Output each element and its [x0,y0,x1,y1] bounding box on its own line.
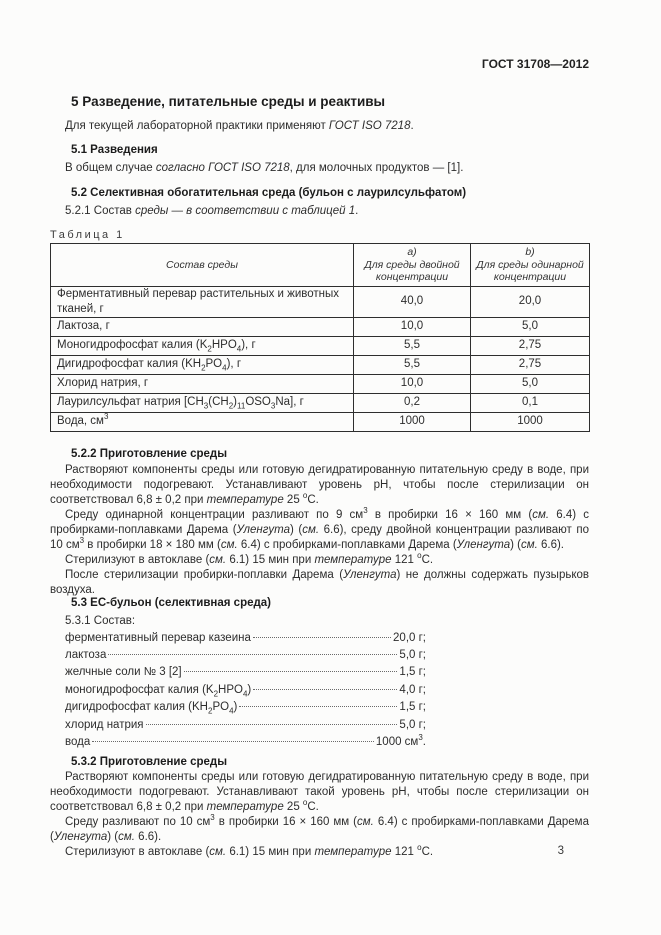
col-header-b-label: Для среды одинарной концентрации [476,258,584,283]
clause-5-2-1: 5.2.1 Состав среды — в соответствии с таблицей 1. [65,205,359,217]
footnote-marker-b: b) [525,246,535,258]
ingredient-name: Лактоза, г [51,317,354,336]
table-row [51,374,590,393]
composition-item [65,664,426,681]
section-5-2-title: 5.2 Селективная обогатительная среда (бульон с лаурилсульфатом) [71,187,467,199]
ingredient-name: Дигидрофосфат калия $(KH_2PO_4)$, г [51,355,354,374]
value-double: 0,2 [354,393,471,412]
section-5-2-2-title: 5.2.2 Приготовление среды [71,447,228,460]
dotted-leader [253,689,397,690]
component-name: дигидрофосфат калия $(KH_2PO_4)$ [65,701,238,716]
value-double: 5,5 [354,355,471,374]
component-name: вода [65,735,91,748]
doc-code-header: ГОСТ 31708—2012 [481,57,589,71]
paragraph: Растворяют компоненты среды или готовую дегидратированную питательную среду в воде, при необходимости подогревают. Устанавливают уровень pH, чтобы после стерилизации он соответствовал 6,8 ± 0,2 при температуре 25 $^о$С. [50,463,589,506]
table-row [51,393,590,412]
value-double: 40,0 [354,286,471,317]
col-header-a-label: Для среды двойной концентрации [364,258,460,283]
table-1 [50,243,590,432]
section-5-intro: Для текущей лабораторной практики применяют ГОСТ ISO 7218. [65,120,414,132]
composition-item [65,647,426,664]
value-double: 1000 [354,412,471,431]
value-double: 10,0 [354,317,471,336]
footnote-marker-a: a) [407,246,417,258]
composition-item [65,699,426,716]
dotted-leader [239,706,397,707]
ingredient-name: Лаурилсульфат натрия $[CH_3(CH_2)_{11}OSO_3Na]$, г [51,393,354,412]
value-single: 0,1 [471,393,590,412]
dotted-leader [184,671,398,672]
section-5-3-title: 5.3 ЕС-бульон (селективная среда) [71,596,272,609]
table-row [51,317,590,336]
component-name: лактоза [65,648,107,661]
paragraph: Растворяют компоненты среды или готовую дегидратированную питательную среду в воде, при необходимости подогревают. Устанавливают такой уровень pH, чтобы после стерилизации он соответствовал 6,8 ± 0,2 при температуре 25 $^о$С. [50,771,589,814]
value-single: 2,75 [471,355,590,374]
table-1-label: Таблица 1 [50,229,125,241]
component-name: хлорид натрия [65,718,144,731]
component-value: 5,0 г; [399,648,426,661]
composition-item [65,717,426,734]
dotted-leader [92,741,374,742]
section-5-3-2-title: 5.3.2 Приготовление среды [71,756,228,769]
clause-5-3-1: 5.3.1 Состав: [65,614,136,627]
col-header-composition: Состав среды [51,244,354,287]
dotted-leader [108,654,397,655]
paragraph: Стерилизуют в автоклаве (см. 6.1) 15 мин при температуре 121 $^о$С. [65,550,434,566]
composition-item [65,734,426,751]
component-name: желчные соли № 3 [2] [65,666,182,679]
table-header-row [51,244,590,287]
component-value: 1,5 г; [399,701,426,714]
component-value: 20,0 г; [393,631,426,644]
composition-item [65,630,426,647]
section-5-title: 5 Разведение, питательные среды и реактивы [71,94,386,109]
col-header-double-concentration [354,244,471,287]
paragraph: После стерилизации пробирки-поплавки Дарема (Уленгута) не должны содержать пузырьков воздуха. [50,568,589,596]
section-5-1-body: В общем случае согласно ГОСТ ISO 7218, для молочных продуктов — [1]. [65,162,464,174]
component-value: 4,0 г; [399,683,426,696]
section-5-1-title: 5.1 Разведения [71,144,158,156]
component-name: ферментативный перевар казеина [65,631,251,644]
col-header-single-concentration [471,244,590,287]
value-single: 5,0 [471,374,590,393]
value-double: 5,5 [354,336,471,355]
ingredient-name: Моногидрофосфат калия $(K_2HPO_4)$, г [51,336,354,355]
value-single: 1000 [471,412,590,431]
value-double: 10,0 [354,374,471,393]
composition-list [50,630,589,752]
paragraph: Среду разливают по 10 $см^3$ в пробирки 16 × 160 мм (см. 6.4) с пробирками-поплавками Дарема (Уленгута) (см. 6.6). [50,813,589,844]
value-single: 5,0 [471,317,590,336]
component-value: 5,0 г; [399,718,426,731]
table-row [51,336,590,355]
dotted-leader [253,637,391,638]
value-single: 2,75 [471,336,590,355]
dotted-leader [146,724,398,725]
table-row [51,412,590,431]
component-value: 1000 $см^3$. [375,733,426,748]
component-name: моногидрофосфат калия $(K_2HPO_4)$ [65,683,252,699]
ingredient-name: Вода, $см^3$ [51,412,354,431]
table-row [51,355,590,374]
paragraph: Среду одинарной концентрации разливают по 9 $см^3$ в пробирки 16 × 160 мм (см. 6.4) с пробирками-поплавками Дарема (Уленгута) (см. 6.6), среду двойной концентрации разливают по 10 $см^3$ в пробирки 18 × 180 мм (см. 6.4) с пробирками-поплавками Дарема (Уленгута) (см. 6.6). [50,505,590,551]
composition-item [65,682,426,699]
page-number: 3 [557,845,564,857]
component-value: 1,5 г; [399,666,426,679]
ingredient-name: Хлорид натрия, г [51,374,354,393]
value-single: 20,0 [471,286,590,317]
ingredient-name: Ферментативный перевар растительных и животных тканей, г [51,286,354,317]
table-row [51,286,590,317]
paragraph: Стерилизуют в автоклаве (см. 6.1) 15 мин при температуре 121 $^о$С. [65,843,434,859]
